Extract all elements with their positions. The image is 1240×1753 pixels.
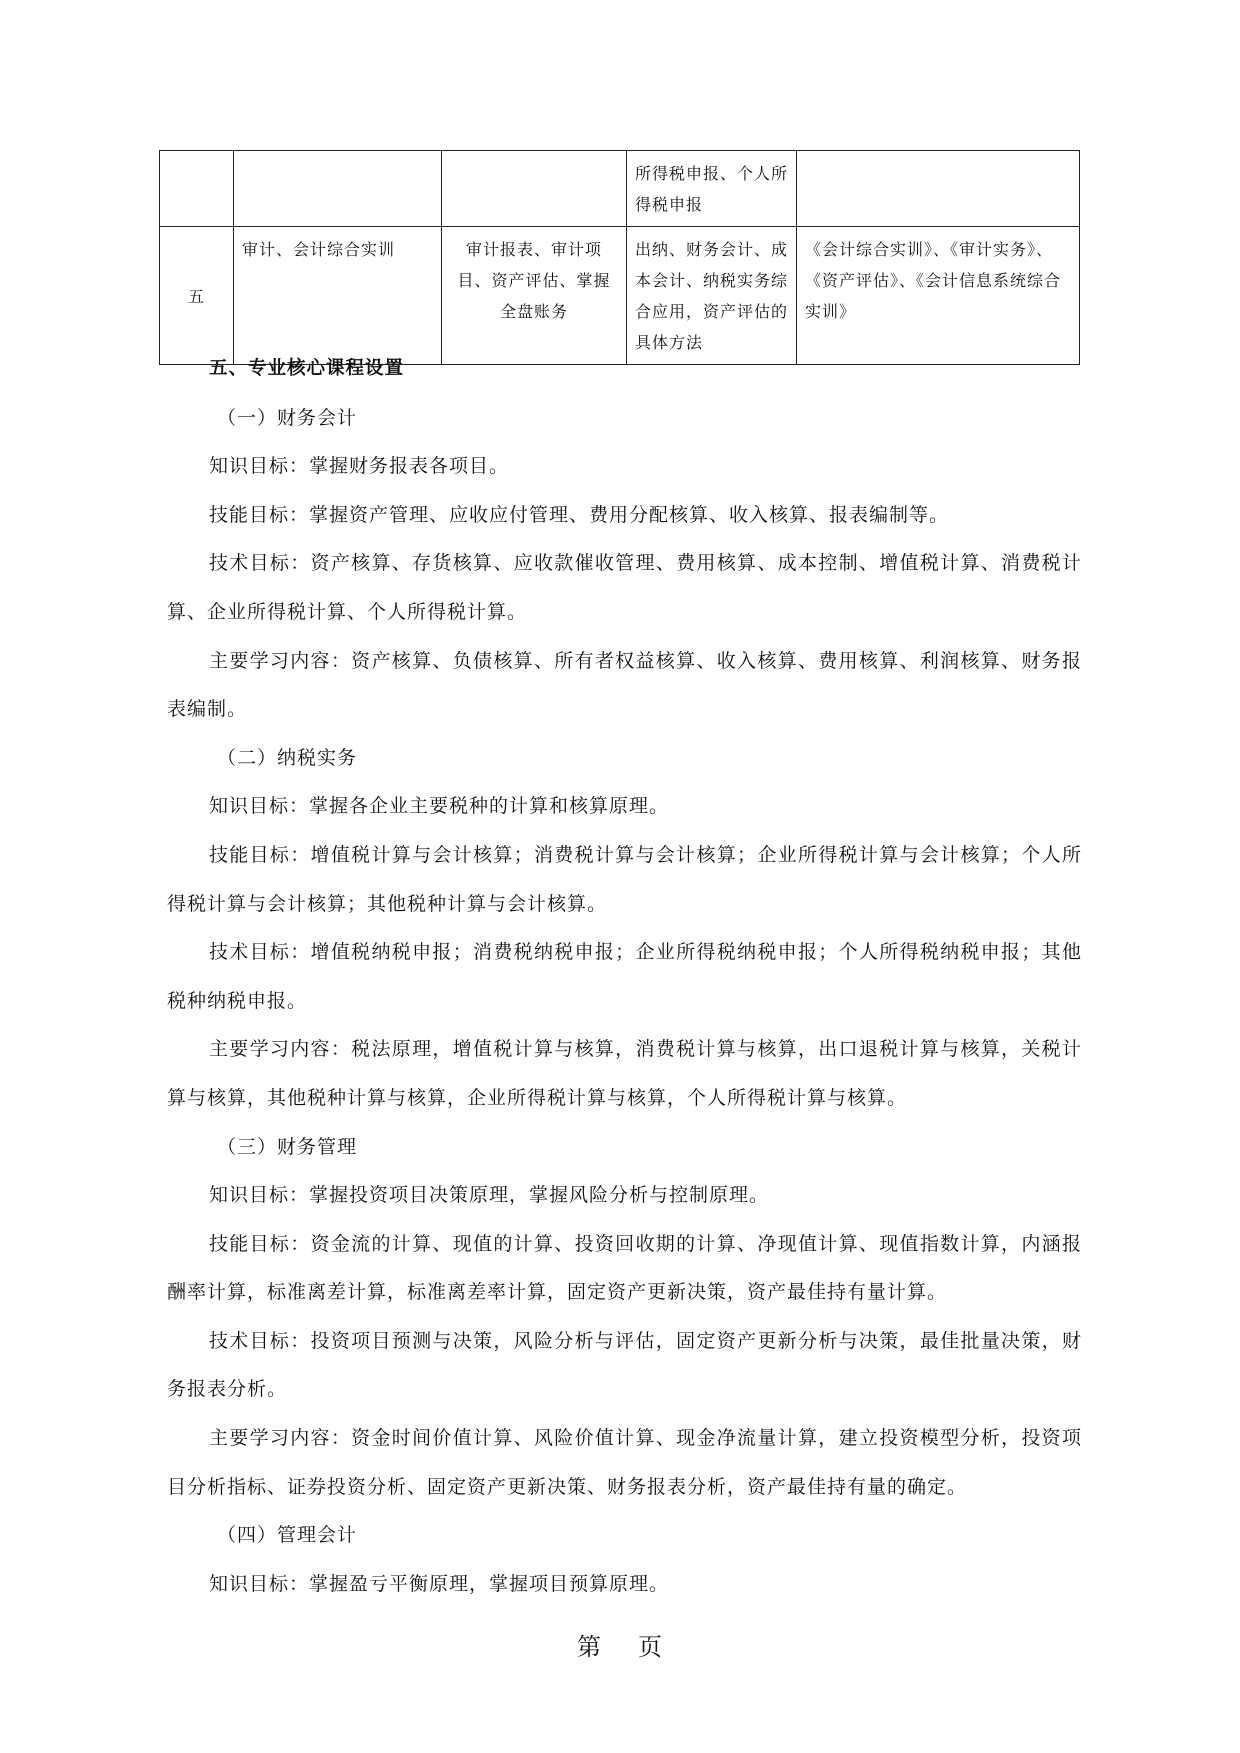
- paragraph: 技术目标：投资项目预测与决策，风险分析与评估，固定资产更新分析与决策，最佳批量决策，财务报表分析。: [167, 1329, 1082, 1401]
- page-footer: [0, 1627, 1240, 1662]
- table-cell-ability: 所得税申报、个人所得税申报: [627, 151, 797, 227]
- table-cell-courses: [797, 151, 1080, 227]
- paragraph: 技术目标：增值税纳税申报；消费税纳税申报；企业所得税纳税申报；个人所得税纳税申报；其他税种纳税申报。: [167, 941, 1082, 1012]
- curriculum-table: [159, 150, 1080, 365]
- paragraph: 知识目标：掌握各企业主要税种的计算和核算原理。: [209, 795, 670, 818]
- paragraph: 知识目标：掌握投资项目决策原理，掌握风险分析与控制原理。: [209, 1184, 770, 1207]
- paragraph: 主要学习内容：税法原理，增值税计算与核算，消费税计算与核算，出口退税计算与核算，关税计算与核算，其他税种计算与核算，企业所得税计算与核算，个人所得税计算与核算。: [167, 1038, 1082, 1109]
- paragraph: 技能目标：掌握资产管理、应收应付管理、费用分配核算、收入核算、报表编制等。: [209, 503, 950, 526]
- footer-right-text: 页: [638, 1633, 663, 1661]
- subsection-title: （二）纳税实务: [217, 746, 358, 769]
- section-title: 五、专业核心课程设置: [209, 358, 405, 379]
- paragraph: 主要学习内容：资金时间价值计算、风险价值计算、现金净流量计算，建立投资模型分析，投资项目分析指标、证券投资分析、固定资产更新决策、财务报表分析，资产最佳持有量的确定。: [167, 1427, 1082, 1498]
- table-cell-content: [442, 151, 627, 227]
- table-cell-project: 审计、会计综合实训: [234, 227, 442, 365]
- paragraph: 主要学习内容：资产核算、负债核算、所有者权益核算、收入核算、费用核算、利润核算、财务报表编制。: [167, 649, 1082, 721]
- course-section: [167, 345, 1082, 1608]
- paragraph: 技能目标：增值税计算与会计核算；消费税计算与会计核算；企业所得税计算与会计核算；个人所得税计算与会计核算；其他税种计算与会计核算。: [167, 843, 1082, 915]
- table-cell-content: 审计报表、审计项目、资产评估、掌握全盘账务: [442, 227, 627, 365]
- paragraph: 知识目标：掌握盈亏平衡原理，掌握项目预算原理。: [209, 1572, 670, 1595]
- table-cell-courses: 《会计综合实训》、《审计实务》、《资产评估》、《会计信息系统综合实训》: [797, 227, 1080, 365]
- subsection-title: （四）管理会计: [217, 1524, 358, 1547]
- table-cell-ability: 出纳、财务会计、成本会计、纳税实务综合应用，资产评估的具体方法: [627, 227, 797, 365]
- paragraph: 技术目标：资产核算、存货核算、应收款催收管理、费用核算、成本控制、增值税计算、消费税计算、企业所得税计算、个人所得税计算。: [167, 552, 1082, 623]
- paragraph: 知识目标：掌握财务报表各项目。: [209, 455, 510, 478]
- paragraph: 技能目标：资金流的计算、现值的计算、投资回收期的计算、净现值计算、现值指数计算，内涵报酬率计算，标准离差计算，标准离差率计算，固定资产更新决策，资产最佳持有量计算。: [167, 1232, 1082, 1304]
- table-row: [160, 227, 1080, 365]
- table-cell-stage: 五: [160, 227, 234, 365]
- footer-left-text: 第: [577, 1633, 602, 1661]
- table-cell-project: [234, 151, 442, 227]
- table-cell-stage: [160, 151, 234, 227]
- subsection-title: （一）财务会计: [217, 406, 358, 429]
- subsection-title: （三）财务管理: [217, 1135, 358, 1158]
- table-row: [160, 151, 1080, 227]
